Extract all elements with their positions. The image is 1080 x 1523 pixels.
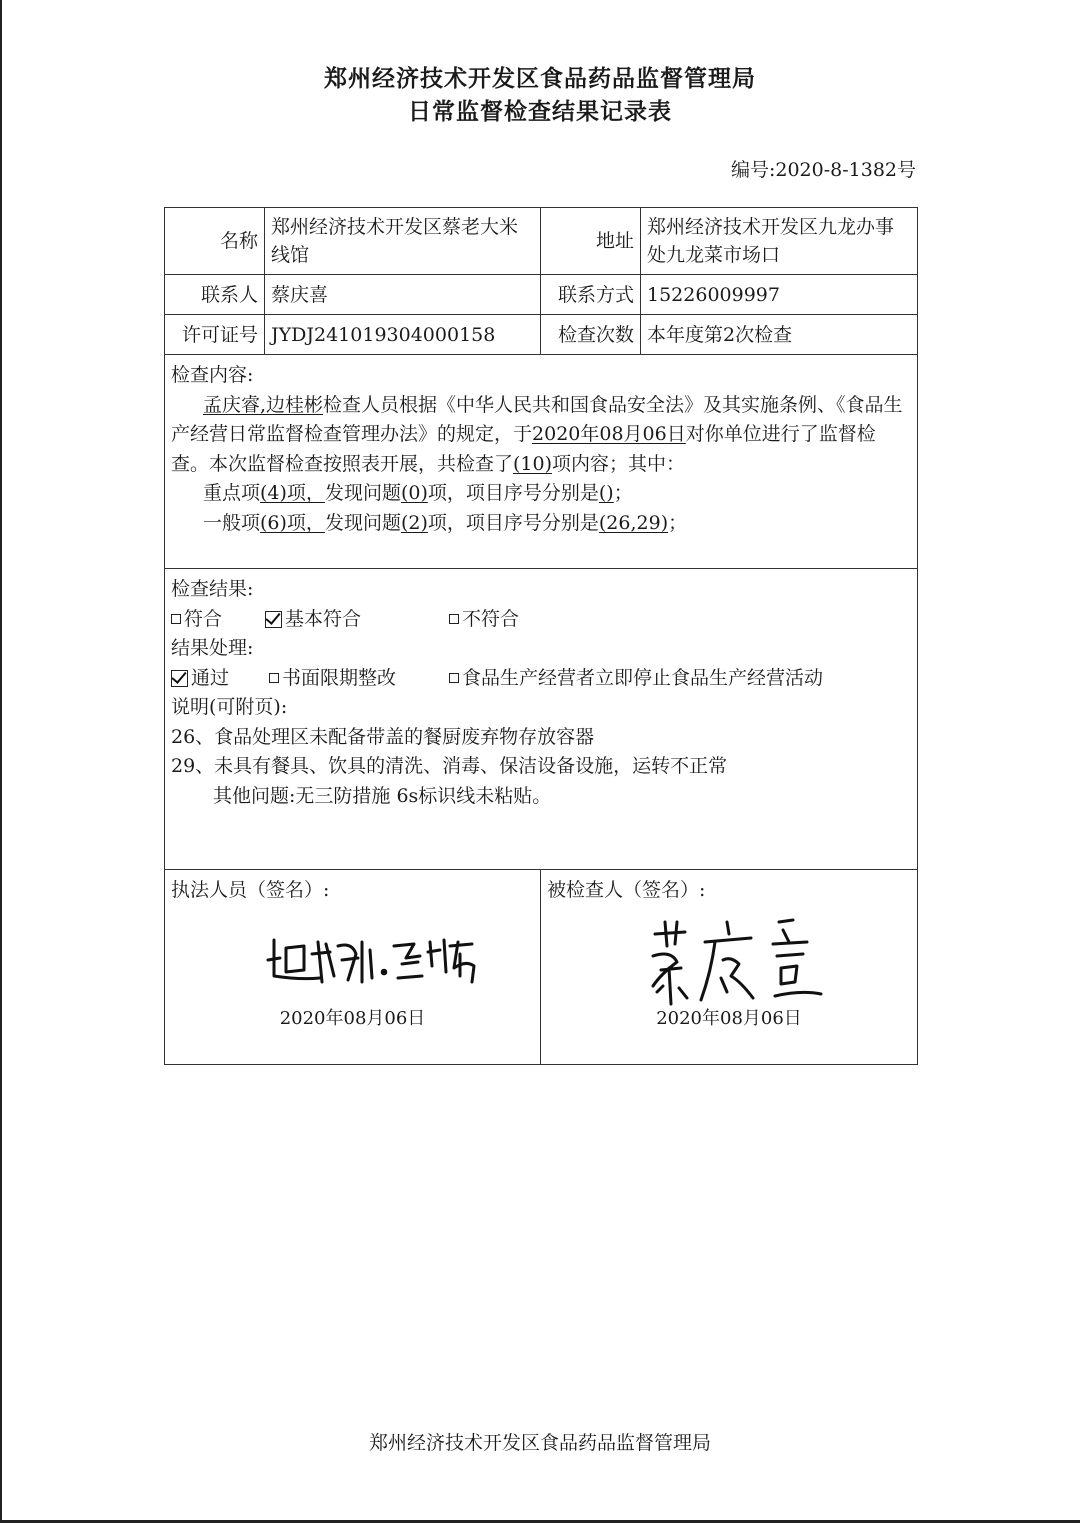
license-value: JYDJ241019304000158 xyxy=(265,315,541,355)
key-items-sequence: () xyxy=(598,482,614,504)
checkbox-icon xyxy=(449,614,459,624)
option-label: 符合 xyxy=(184,607,223,630)
key-items-count: (4)项， xyxy=(260,482,325,504)
address-label: 地址 xyxy=(541,208,641,275)
document-title: 郑州经济技术开发区食品药品监督管理局 xyxy=(324,65,756,92)
license-label: 许可证号 xyxy=(165,315,265,355)
content-text: 项内容；其中： xyxy=(552,452,686,475)
option-stop-operation xyxy=(449,664,823,694)
inspection-count-value: 本年度第2次检查 xyxy=(641,315,918,355)
inspection-count-label: 检查次数 xyxy=(541,315,641,355)
notes-heading: 说明(可附页): xyxy=(171,696,288,718)
checked-checkbox-icon xyxy=(171,670,188,687)
inspection-result-section xyxy=(165,569,918,870)
phone-label: 联系方式 xyxy=(541,275,641,315)
page-edge xyxy=(0,0,2,1523)
result-heading: 检查结果: xyxy=(171,578,254,600)
inspection-content-section xyxy=(165,355,918,569)
checkbox-icon xyxy=(171,614,181,624)
footer-organization: 郑州经济技术开发区食品药品监督管理局 xyxy=(368,1432,711,1454)
name-value: 郑州经济技术开发区蔡老大米线馆 xyxy=(265,208,541,275)
option-label: 书面限期整改 xyxy=(282,666,397,689)
note-item: 29、未具有餐具、饮具的清洗、消毒、保洁设备设施，运转不正常 xyxy=(171,755,728,777)
officer-signature-cell xyxy=(165,870,541,1065)
note-other: 其他问题:无三防措施 6s标识线未粘贴。 xyxy=(213,784,552,807)
handling-heading: 结果处理: xyxy=(171,637,254,659)
general-items-text: 项，项目序号分别是 xyxy=(427,511,599,534)
officer-signature-date: 2020年08月06日 xyxy=(279,1008,426,1029)
key-items-problems: (0) xyxy=(400,482,428,504)
option-label: 基本符合 xyxy=(285,607,362,630)
general-items-text: 发现问题 xyxy=(324,511,401,534)
general-items-line xyxy=(171,509,911,539)
content-text: 检查人员根据《中华人民共和国食品安全法》及其实施条例、《食品生产经营日常监督检查管理办法》的规定，于 xyxy=(171,393,903,445)
content-text: 对你单位进行了监督检查。本次监督检查按照表开展，共检查了 xyxy=(171,423,876,475)
inspector-names: 孟庆睿,边桂彬 xyxy=(203,393,324,416)
option-label: 不符合 xyxy=(462,607,520,630)
total-items: (10) xyxy=(513,452,553,475)
key-items-text: 发现问题 xyxy=(324,482,401,504)
general-items-sequence: (26,29) xyxy=(598,511,669,534)
option-basically-compliant xyxy=(265,605,445,635)
inspection-form xyxy=(164,207,918,1065)
option-pass xyxy=(171,664,265,694)
contact-label: 联系人 xyxy=(165,275,265,315)
general-items-text: ； xyxy=(668,511,688,534)
option-non-compliant xyxy=(449,605,519,635)
inspectee-handwritten-signature xyxy=(641,912,841,1012)
officer-signature-label: 执法人员（签名）: xyxy=(171,879,330,901)
content-heading: 检查内容: xyxy=(171,364,254,386)
option-compliant xyxy=(171,605,261,635)
note-item: 26、食品处理区未配备带盖的餐厨废弃物存放容器 xyxy=(171,725,595,748)
content-paragraph xyxy=(171,391,911,480)
key-items-text: 项，项目序号分别是 xyxy=(427,482,599,504)
key-items-label: 重点项 xyxy=(203,482,261,504)
officer-handwritten-signature xyxy=(260,920,500,1000)
inspection-date: 2020年08月06日 xyxy=(532,423,686,445)
checkbox-icon xyxy=(269,673,279,683)
address-value: 郑州经济技术开发区九龙办事处九龙菜市场口 xyxy=(641,208,918,275)
key-items-line xyxy=(171,479,911,509)
key-items-text: ； xyxy=(613,482,633,504)
contact-value: 蔡庆喜 xyxy=(265,275,541,315)
general-items-label: 一般项 xyxy=(203,511,261,534)
phone-value: 15226009997 xyxy=(641,275,918,315)
general-items-count: (6)项， xyxy=(260,511,325,534)
checkbox-icon xyxy=(449,673,459,683)
handling-options xyxy=(171,664,911,694)
option-written-rectification xyxy=(269,664,445,694)
document-subtitle: 日常监督检查结果记录表 xyxy=(408,98,672,125)
inspectee-signature-date: 2020年08月06日 xyxy=(656,1008,802,1029)
document-number: 编号:2020-8-1382号 xyxy=(730,159,916,181)
option-label: 食品生产经营者立即停止食品生产经营活动 xyxy=(462,666,824,689)
general-items-problems: (2) xyxy=(400,511,428,534)
inspectee-signature-cell xyxy=(541,870,918,1065)
result-options xyxy=(171,605,911,635)
checked-checkbox-icon xyxy=(265,611,282,628)
option-label: 通过 xyxy=(191,666,230,689)
inspectee-signature-label: 被检查人（签名）: xyxy=(547,879,706,901)
name-label: 名称 xyxy=(165,208,265,275)
